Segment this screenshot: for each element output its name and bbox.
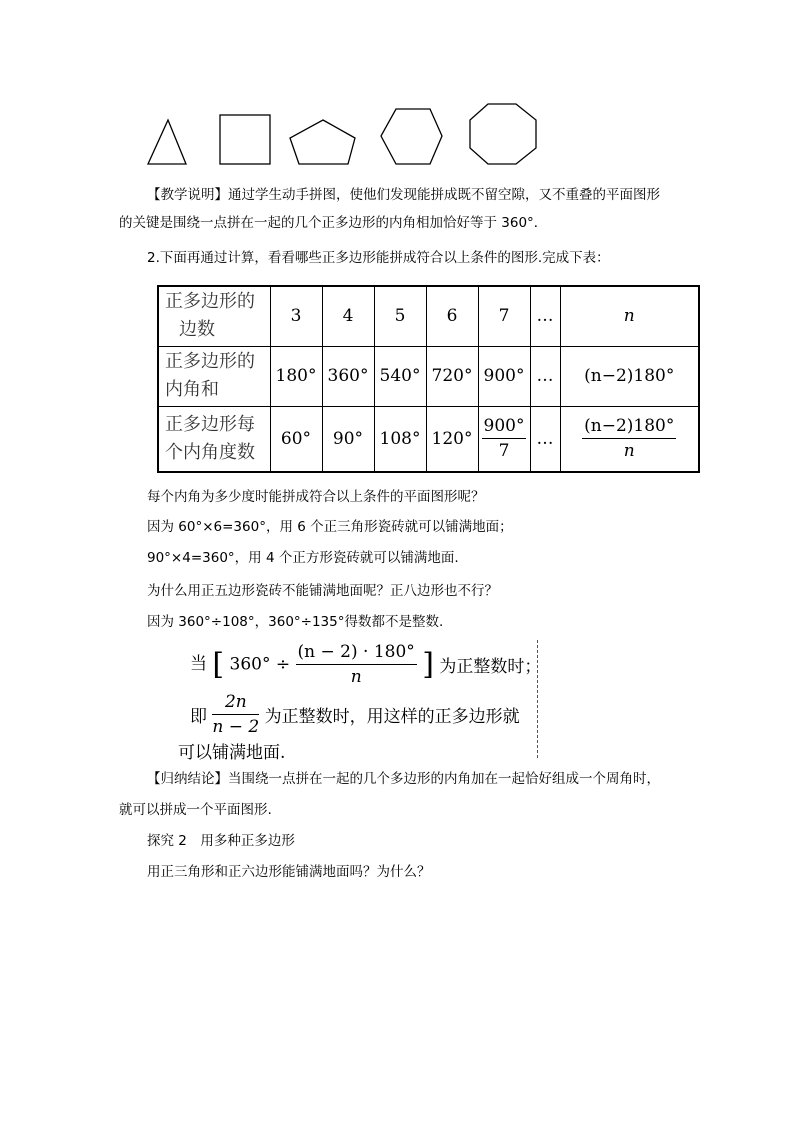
explore2-heading: 探究 2 用多种正多边形 bbox=[147, 833, 295, 849]
table-cell: 120° bbox=[426, 406, 478, 472]
row-head-sums: 正多边形的 内角和 bbox=[158, 346, 270, 406]
fraction-angle-n: $\frac{(n-2)180^\circ}{n}$ bbox=[584, 416, 675, 462]
table-cell: 108° bbox=[374, 406, 426, 472]
row-head-sides: 正多边形的 边数 bbox=[158, 286, 270, 346]
formula-line1: 当 [ 360° ÷ $\frac{(n - 2) \cdot 180^\circ}{n}$ ] 为正整数时； bbox=[190, 642, 542, 687]
formula-fraction: $\frac{(n - 2) \cdot 180^\circ}{n}$ bbox=[297, 642, 415, 687]
formula-fraction-2n: $\frac{2n}{n - 2}$ bbox=[212, 692, 260, 737]
table-cell bbox=[478, 406, 530, 472]
table-cell: … bbox=[530, 406, 560, 472]
table-cell: (n−2)180° bbox=[560, 346, 699, 406]
question1-text: 每个内角为多少度时能拼成符合以上条件的平面图形呢？ bbox=[147, 489, 485, 505]
square-shape bbox=[220, 115, 270, 164]
teaching-note-line1: 【教学说明】通过学生动手拼图，使他们发现能拼成既不留空隙，又不重叠的平面图形 bbox=[147, 187, 660, 203]
table-cell: 90° bbox=[322, 406, 374, 472]
polygon-shapes bbox=[140, 98, 550, 170]
hexagon-shape bbox=[381, 109, 442, 164]
table-row-angles bbox=[158, 406, 699, 472]
table-row-sides bbox=[158, 286, 699, 346]
because3-text: 因为 360°÷108°，360°÷135°得数都不是整数. bbox=[147, 614, 444, 630]
table-cell: 7 bbox=[478, 286, 530, 346]
table-cell: … bbox=[530, 346, 560, 406]
formula-line2: 即 $\frac{2n}{n - 2}$ 为正整数时，用这样的正多边形就 bbox=[190, 692, 520, 737]
table-cell: n bbox=[560, 286, 699, 346]
table-cell: 4 bbox=[322, 286, 374, 346]
formula-line3: 可以铺满地面. bbox=[178, 743, 286, 763]
table-cell: 900° bbox=[478, 346, 530, 406]
teaching-note-line2: 的关键是围绕一点拼在一起的几个正多边形的内角相加恰好等于 360°． bbox=[119, 215, 548, 231]
fraction-900-over-7: $\frac{900^\circ}{7}$ bbox=[483, 416, 525, 462]
table-cell: 360° bbox=[322, 346, 374, 406]
table-cell: 720° bbox=[426, 346, 478, 406]
table-cell: 6 bbox=[426, 286, 478, 346]
table-cell: 5 bbox=[374, 286, 426, 346]
because2-text: 90°×4=360°，用 4 个正方形瓷砖就可以铺满地面. bbox=[147, 550, 459, 566]
table-cell: … bbox=[530, 286, 560, 346]
table-cell bbox=[560, 406, 699, 472]
octagon-shape bbox=[470, 104, 536, 164]
conclusion-line2: 就可以拼成一个平面图形. bbox=[119, 802, 272, 818]
row-head-angles: 正多边形每 个内角度数 bbox=[158, 406, 270, 472]
pentagon-shape bbox=[290, 120, 355, 164]
table-cell: 3 bbox=[270, 286, 322, 346]
question2-text: 为什么用正五边形瓷砖不能铺满地面呢？正八边形也不行？ bbox=[147, 583, 498, 599]
triangle-shape bbox=[148, 120, 186, 164]
step2-text: 2.下面再通过计算，看看哪些正多边形能拼成符合以上条件的图形.完成下表： bbox=[147, 250, 610, 266]
question3-text: 用正三角形和正六边形能铺满地面吗？为什么？ bbox=[147, 864, 431, 880]
table-cell: 60° bbox=[270, 406, 322, 472]
table-cell: 180° bbox=[270, 346, 322, 406]
because1-text: 因为 60°×6=360°，用 6 个正三角形瓷砖就可以铺满地面； bbox=[147, 519, 513, 535]
dashed-divider bbox=[537, 640, 538, 758]
table-row-sums bbox=[158, 346, 699, 406]
polygon-angle-table bbox=[157, 285, 700, 473]
conclusion-line1: 【归纳结论】当围绕一点拼在一起的几个多边形的内角加在一起恰好组成一个周角时， bbox=[147, 771, 660, 787]
table-cell: 540° bbox=[374, 346, 426, 406]
